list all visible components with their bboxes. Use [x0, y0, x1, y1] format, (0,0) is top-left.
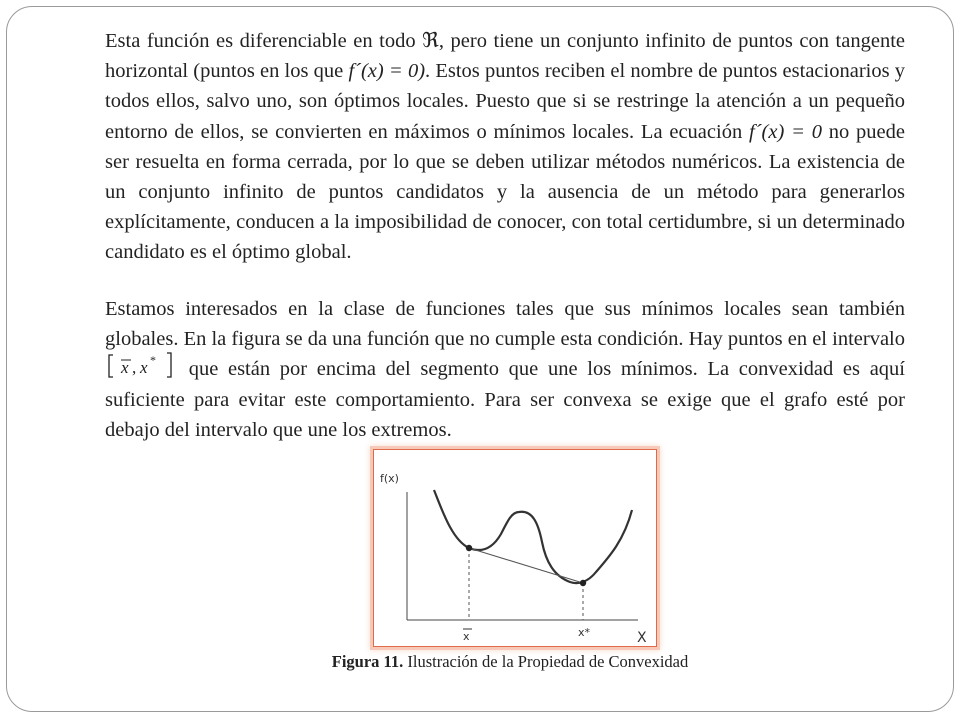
- left-bracket: [109, 355, 113, 377]
- x-star-label: x*: [578, 626, 591, 639]
- caption-text: Ilustración de la Propiedad de Convexidad: [403, 652, 689, 671]
- figure-caption: [200, 652, 820, 672]
- math-derivative-2: f´(x) = 0: [749, 120, 822, 143]
- y-axis-label: f(x): [380, 472, 399, 485]
- x-axis-label: X: [637, 630, 647, 646]
- paragraph-2: [105, 294, 905, 445]
- interval-formula: [107, 355, 177, 379]
- x-bar-label: x: [463, 630, 470, 643]
- right-bracket: [167, 353, 171, 377]
- segment-between-minima: [469, 548, 583, 583]
- paragraph-1-text-b: , pero tiene un conjunto infinito de puntos con tangente horizontal (puntos en los que: [105, 30, 905, 83]
- paragraph-2-text-a: Estamos interesados en la clase de funciones tales que sus mínimos locales sean también globales. En la figura se da una función que no cumple esta condición. Hay puntos en el intervalo: [105, 298, 905, 351]
- paragraph-1: [105, 26, 905, 268]
- paragraph-1-text-c: . Estos puntos reciben el nombre de puntos estacionarios y todos ellos, salvo uno, son óptimos locales. Puesto que si se restringe la atención a un pequeño entorno de ellos, se convierten en máximos o mínimos locales. La ecuación: [105, 60, 906, 143]
- reals-symbol: ℜ: [422, 30, 439, 52]
- global-minimum-point: [580, 580, 586, 586]
- function-curve: [434, 490, 632, 583]
- paragraph-1-text-d: no puede ser resuelta en forma cerrada, por lo que se deben utilizar métodos numéricos. La existencia de un conjunto infinito de puntos candidatos y la ausencia de un método para generarlos explícitamente, conducen a la imposibilidad de conocer, con total certidumbre, si un determinado candidato es el óptimo global.: [105, 120, 905, 264]
- paragraph-2-text-b: que están por encima del segmento que une los mínimos. La convexidad es aquí suficiente para evitar este comportamiento. Para ser convexa se exige que el grafo esté por debajo del intervalo que une los extremos.: [105, 358, 905, 441]
- local-minimum-point: [466, 545, 472, 551]
- figure-graph: [374, 450, 656, 646]
- interval-separator: ,: [132, 358, 137, 378]
- interval-star: *: [150, 353, 156, 368]
- math-derivative-1: f´(x) = 0): [348, 60, 426, 83]
- caption-label: Figura 11.: [331, 652, 404, 671]
- interval-right-var: x: [140, 358, 148, 378]
- figure-convexity: [373, 449, 657, 647]
- paragraph-1-text-a: Esta función es diferenciable en todo: [105, 30, 423, 52]
- interval-left-var: x: [121, 358, 129, 378]
